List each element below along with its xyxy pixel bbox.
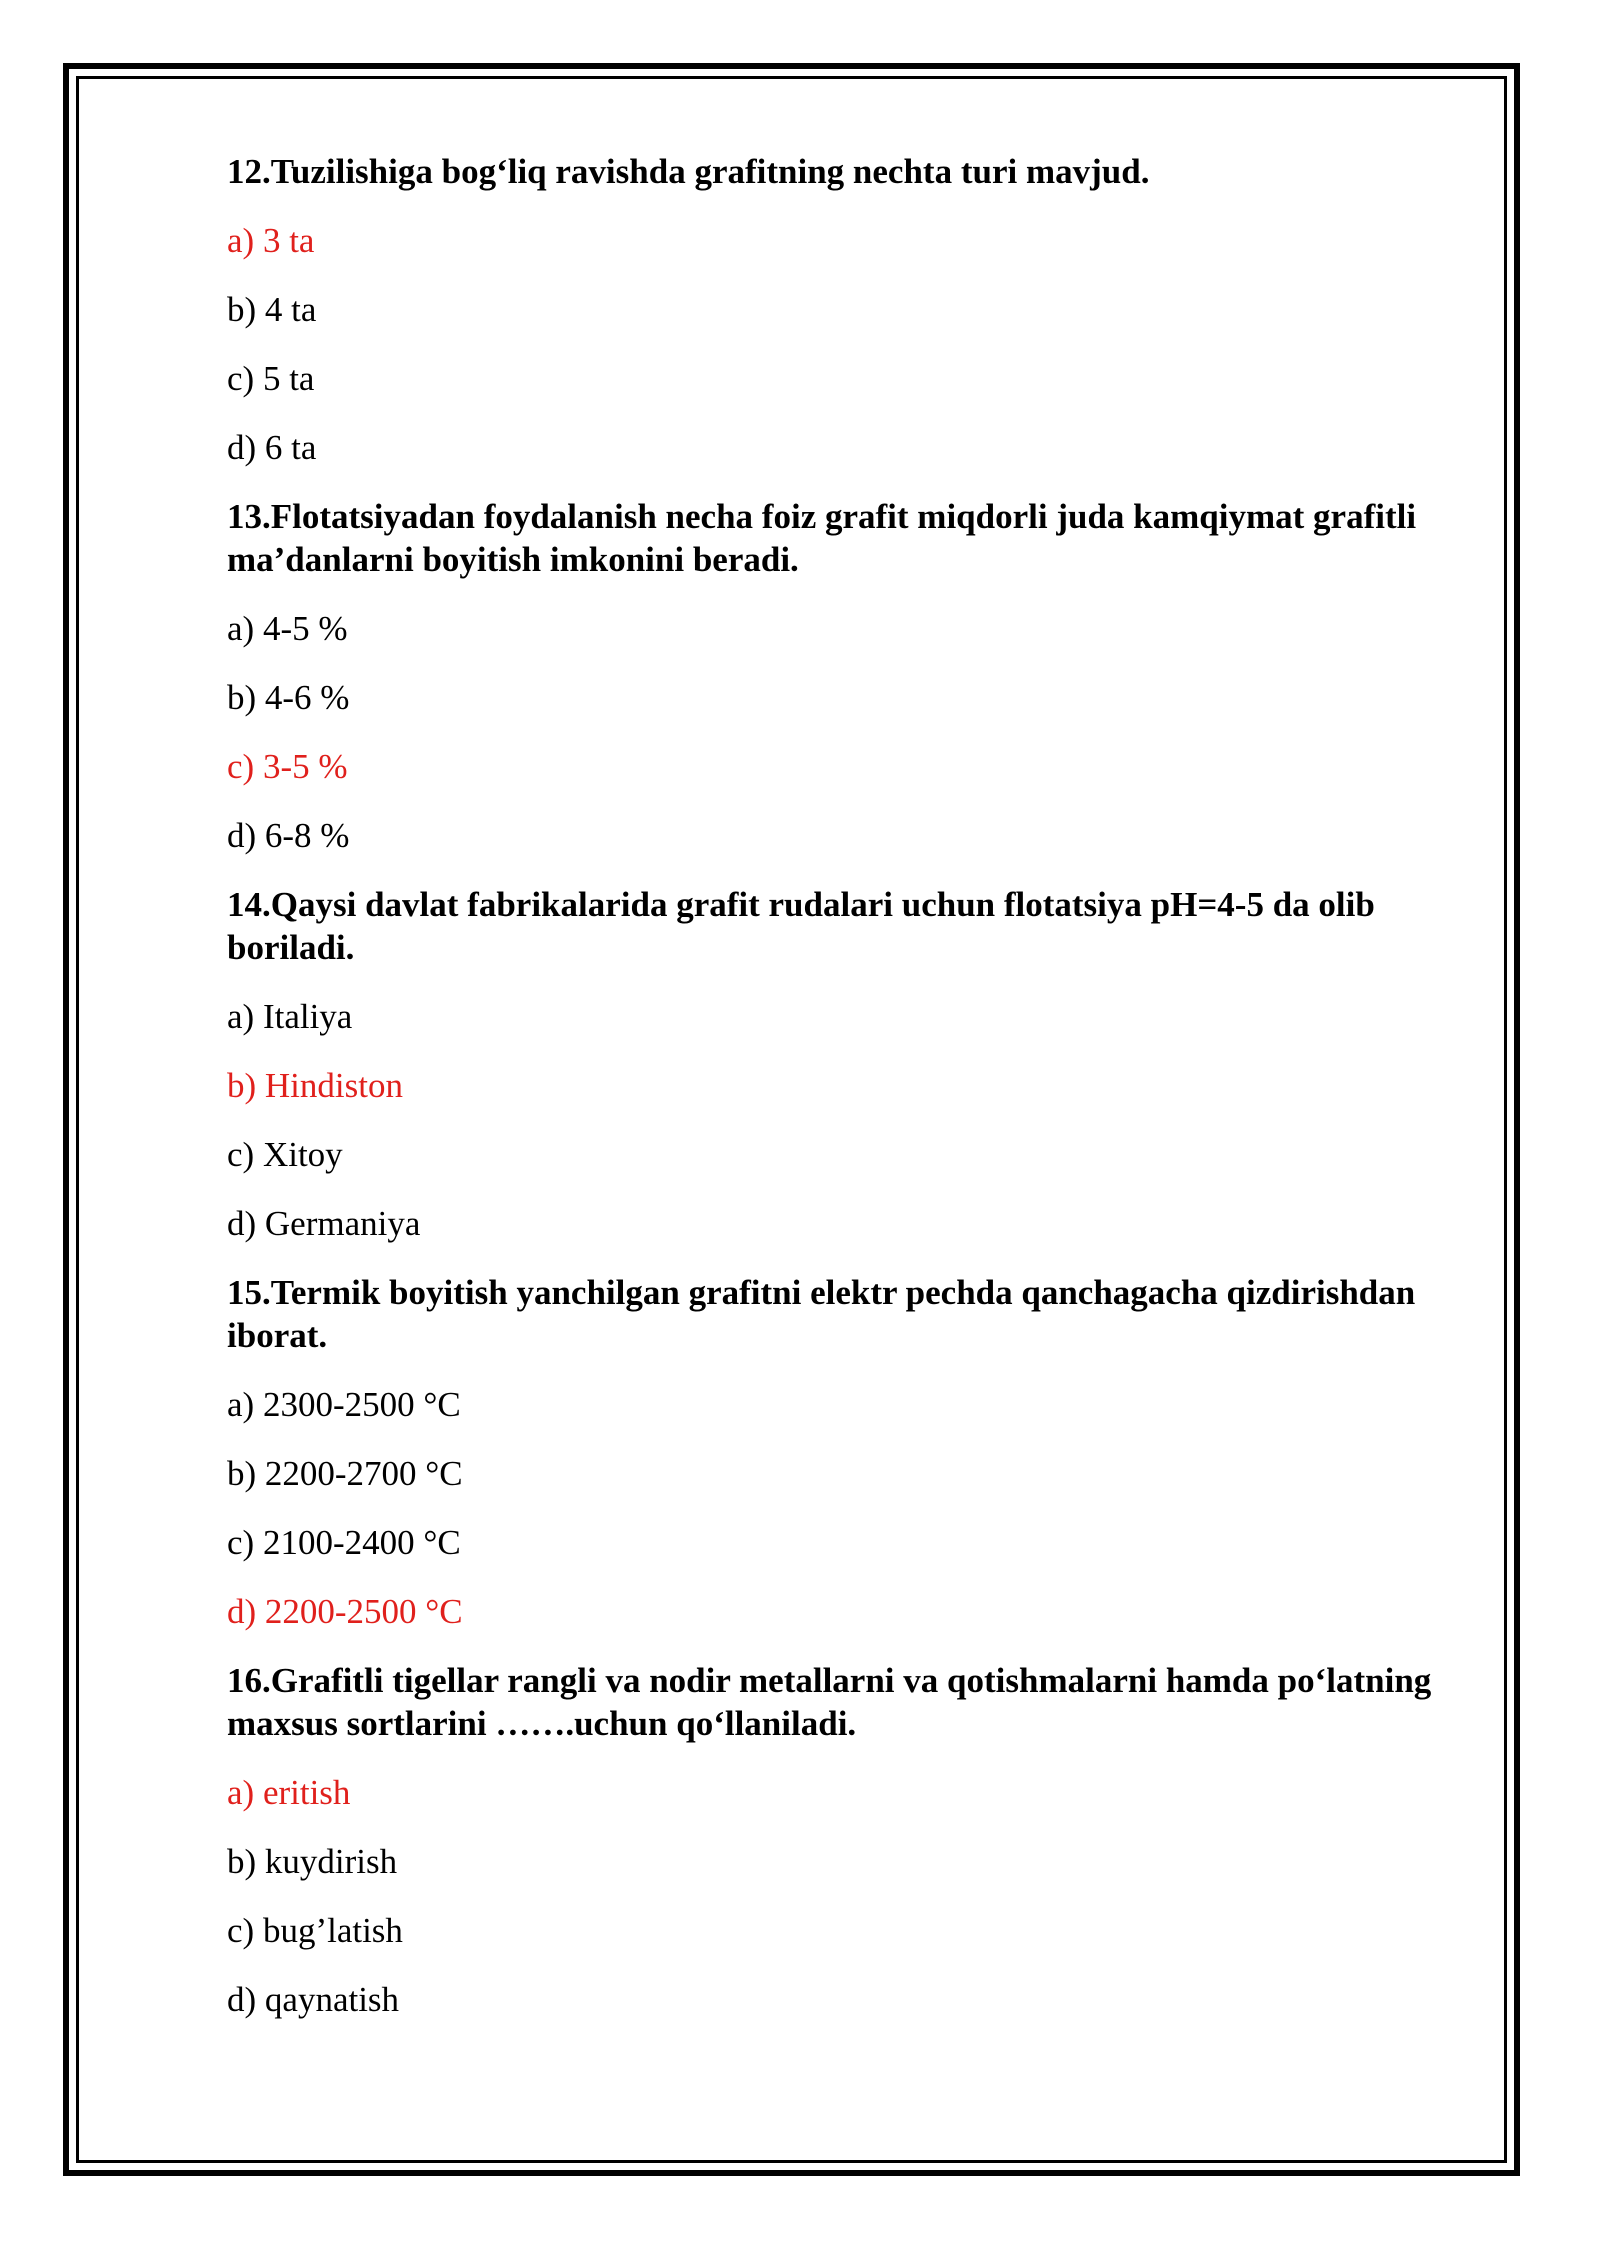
answer-option: a) 3 ta <box>227 221 315 260</box>
question-block-12 <box>227 150 1467 469</box>
question-block-15 <box>227 1271 1467 1633</box>
question-text: 15.Termik boyitish yanchilgan grafitni elektr pechda qanchagacha qizdirishdan iborat. <box>227 1273 1416 1355</box>
question-text: 16.Grafitli tigellar rangli va nodir metallarni va qotishmalarni hamda po‘latning maxsus sortlarini …….uchun qo‘llaniladi. <box>227 1661 1432 1743</box>
question-text: 13.Flotatsiyadan foydalanish necha foiz grafit miqdorli juda kamqiymat grafitli ma’danlarni boyitish imkonini beradi. <box>227 497 1417 579</box>
question-text: 14.Qaysi davlat fabrikalarida grafit rudalari uchun flotatsiya pH=4-5 da olib boriladi. <box>227 885 1375 967</box>
answer-option: c) 5 ta <box>227 359 315 398</box>
question-block-13 <box>227 495 1467 857</box>
answer-option: c) bug’latish <box>227 1911 403 1950</box>
question-block-16 <box>227 1659 1467 2021</box>
answer-option: c) 2100-2400 °C <box>227 1523 461 1562</box>
answer-option: c) Xitoy <box>227 1135 343 1174</box>
answer-option: a) Italiya <box>227 997 353 1036</box>
answer-option: a) eritish <box>227 1773 351 1812</box>
answer-option: c) 3-5 % <box>227 747 348 786</box>
answer-option: d) 6-8 % <box>227 816 350 855</box>
question-text: 12.Tuzilishiga bog‘liq ravishda grafitning nechta turi mavjud. <box>227 152 1150 191</box>
answer-option: b) 4-6 % <box>227 678 350 717</box>
question-block-14 <box>227 883 1467 1245</box>
quiz-content <box>227 150 1467 2047</box>
answer-option: b) 4 ta <box>227 290 317 329</box>
answer-option: b) 2200-2700 °C <box>227 1454 463 1493</box>
answer-option: d) qaynatish <box>227 1980 400 2019</box>
answer-option: d) 2200-2500 °C <box>227 1592 463 1631</box>
answer-option: b) Hindiston <box>227 1066 403 1105</box>
answer-option: a) 2300-2500 °C <box>227 1385 461 1424</box>
answer-option: d) 6 ta <box>227 428 317 467</box>
answer-option: b) kuydirish <box>227 1842 398 1881</box>
answer-option: a) 4-5 % <box>227 609 348 648</box>
answer-option: d) Germaniya <box>227 1204 421 1243</box>
